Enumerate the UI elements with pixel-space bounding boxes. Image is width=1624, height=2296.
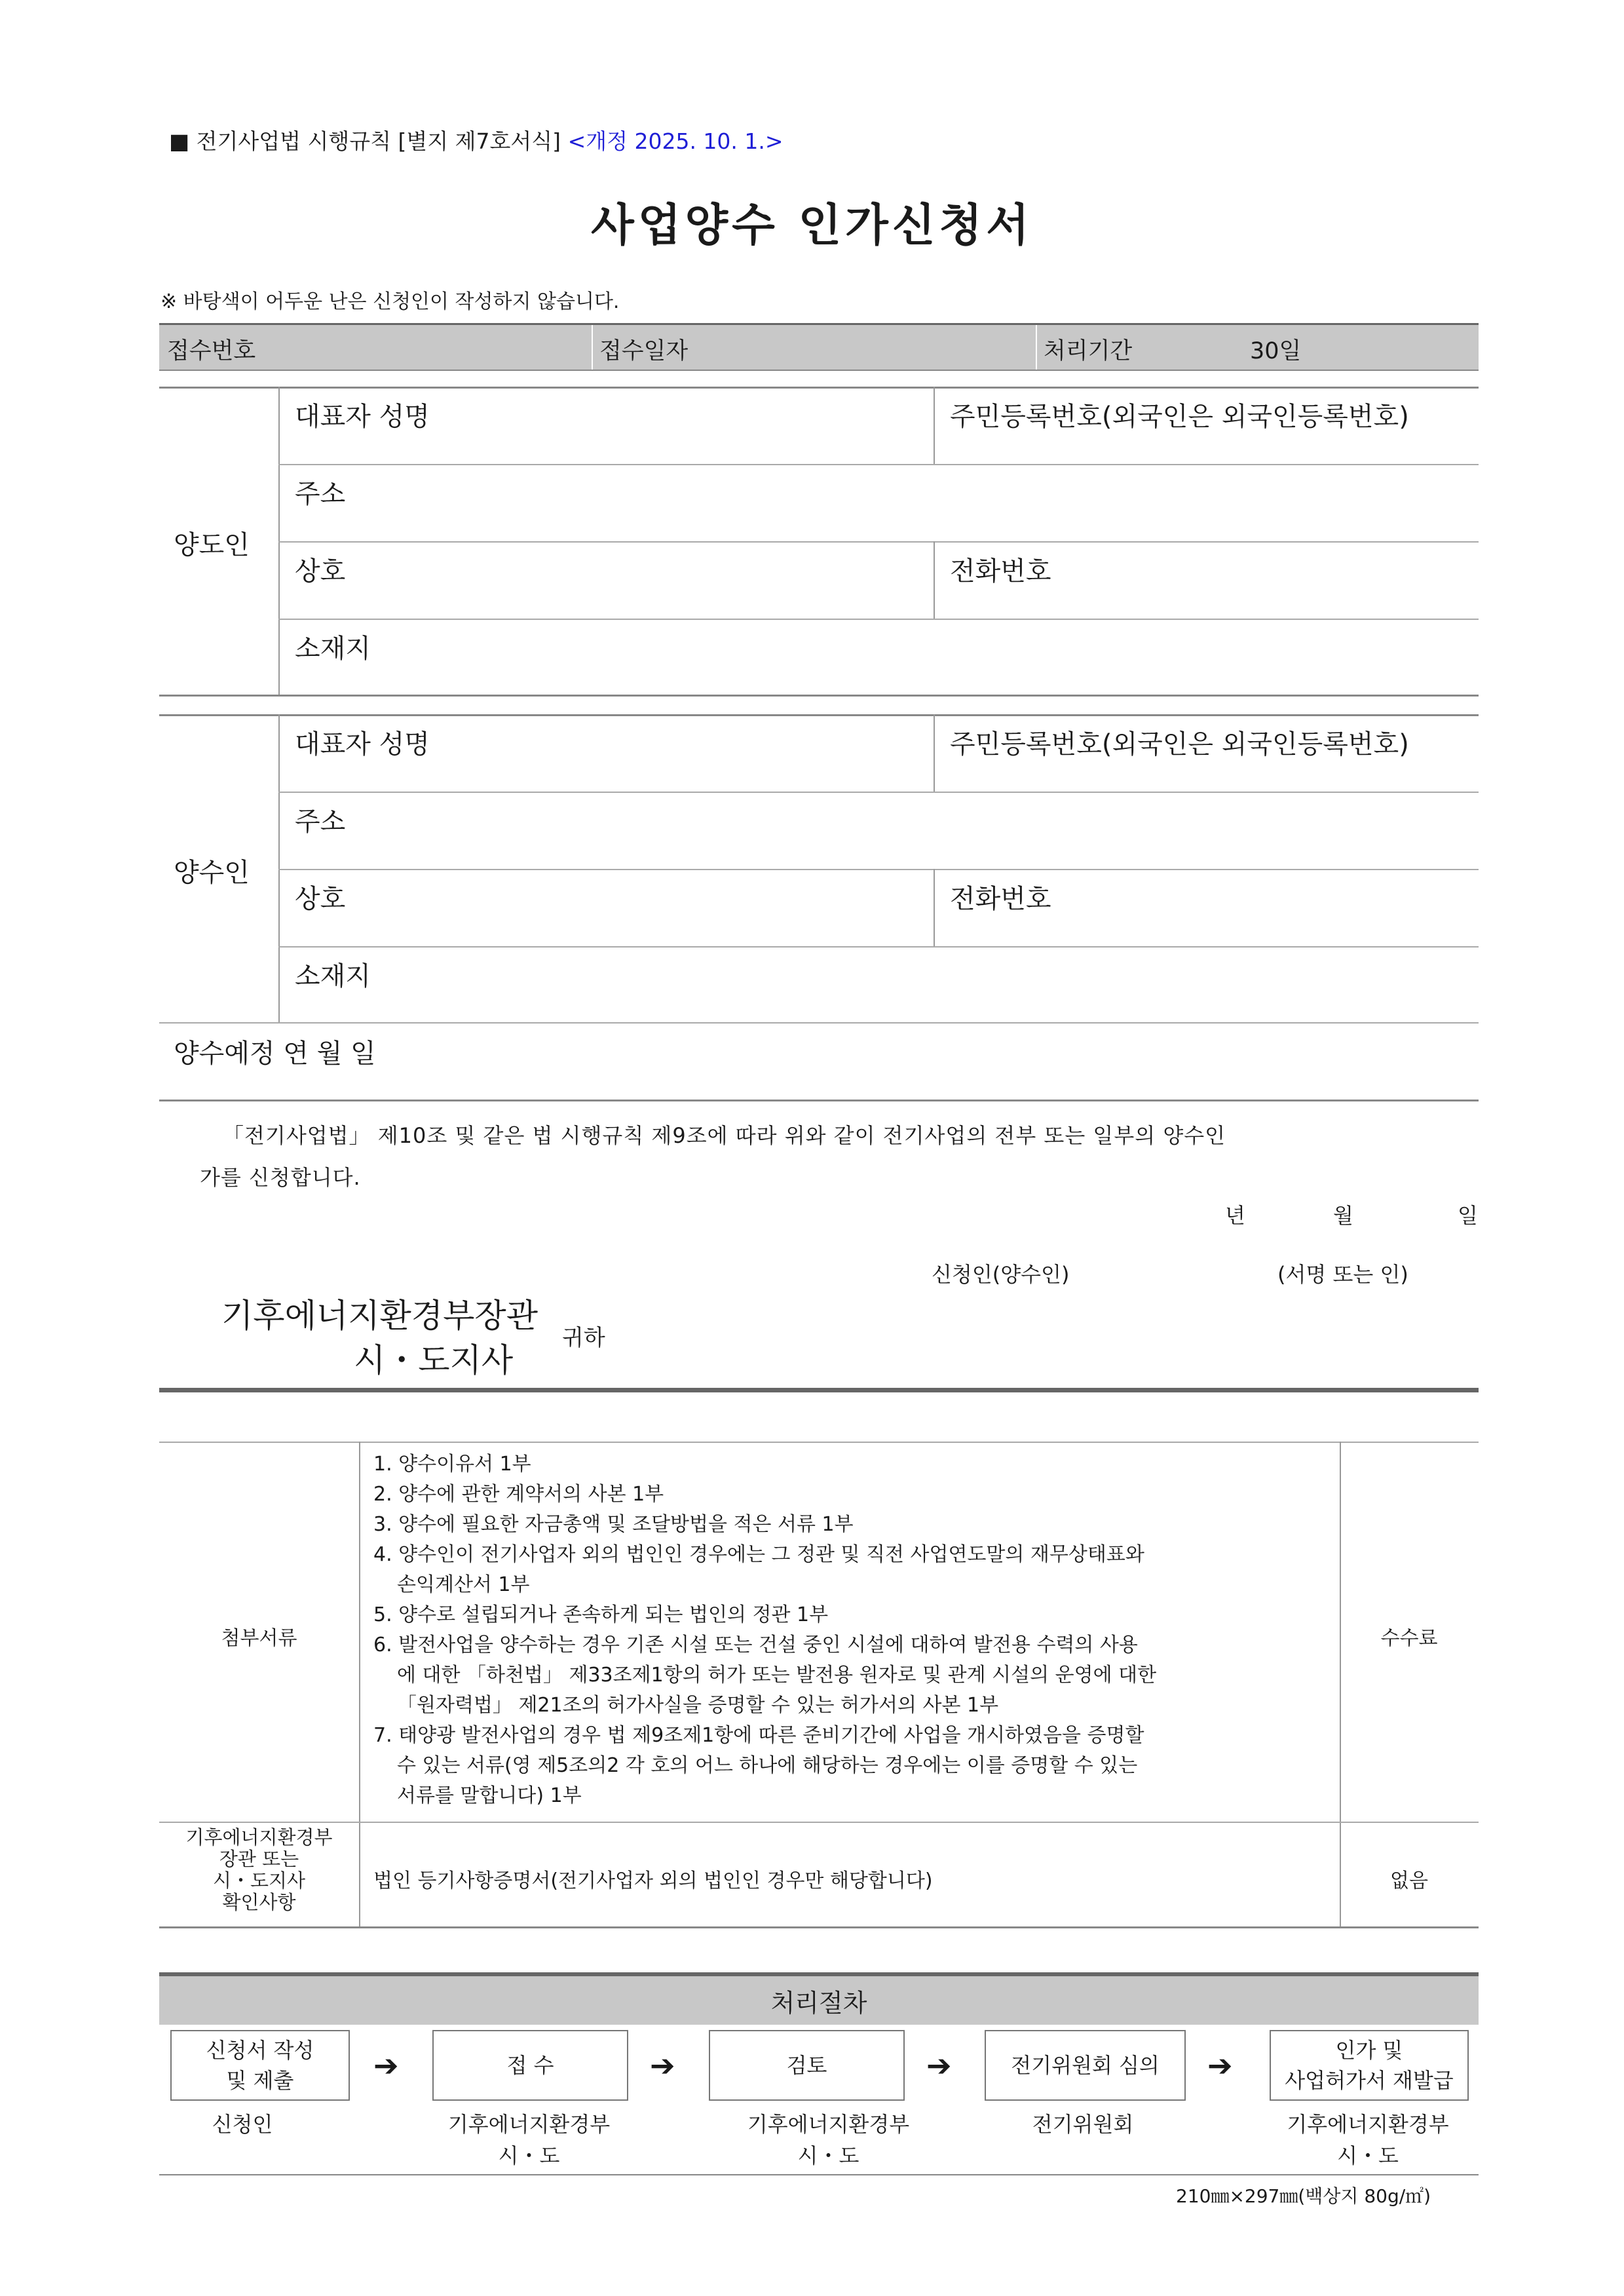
verification-label: 기후에너지환경부 장관 또는 시・도지사 확인사항: [185, 1826, 333, 1913]
arrow-right-icon: ➔: [373, 2048, 399, 2083]
attachment-item-continued: 서류를 말합니다) 1부: [397, 1784, 582, 1807]
transferee-resident-number-field[interactable]: 주민등록번호(외국인은 외국인등록번호): [950, 729, 1409, 759]
date-day-label: 일: [1458, 1203, 1478, 1228]
arrow-right-icon: ➔: [1207, 2048, 1233, 2083]
receipt-bar: [159, 323, 1479, 371]
date-month-label: 월: [1333, 1203, 1353, 1228]
transferor-location-field[interactable]: 소재지: [295, 634, 371, 664]
attachment-item: 4. 양수인이 전기사업자 외의 법인인 경우에는 그 정관 및 직전 사업연도말의 재무상태표와: [373, 1543, 1144, 1566]
transferee-location-field[interactable]: 소재지: [295, 961, 371, 991]
receipt-date-label: 접수일자: [599, 338, 689, 364]
transferee-label: 양수인: [174, 858, 250, 888]
attachment-item: 7. 태양광 발전사업의 경우 법 제9조제1항에 따른 준비기간에 사업을 개시하였음을 증명할: [373, 1724, 1144, 1747]
transferor-resident-number-field[interactable]: 주민등록번호(외국인은 외국인등록번호): [950, 402, 1409, 432]
attachment-item: 1. 양수이유서 1부: [373, 1453, 531, 1476]
date-year-label: 년: [1225, 1203, 1245, 1228]
actor-applicant: 신청인: [212, 2112, 273, 2137]
planned-transfer-date-field[interactable]: 양수예정 연 월 일: [174, 1039, 376, 1069]
transferor-phone-field[interactable]: 전화번호: [950, 556, 1051, 586]
revision-date: <개정 2025. 10. 1.>: [567, 128, 784, 154]
actor-approval: 기후에너지환경부 시・도: [1287, 2112, 1449, 2168]
verification-content: 법인 등기사항증명서(전기사업자 외의 법인인 경우만 해당합니다): [373, 1869, 933, 1892]
page-title: 사업양수 인가신청서: [591, 200, 1033, 252]
procedure-header: [159, 1972, 1479, 2025]
attachment-item: 6. 발전사업을 양수하는 경우 기존 시설 또는 건설 중인 시설에 대하여 발전용 수력의 사용: [373, 1634, 1138, 1656]
actor-receipt: 기후에너지환경부 시・도: [447, 2112, 611, 2168]
attachments-label: 첨부서류: [221, 1627, 297, 1650]
attachments-list: [373, 1449, 1327, 1811]
attachment-item: 5. 양수로 설립되거나 존속하게 되는 법인의 정관 1부: [373, 1603, 829, 1626]
transferee-phone-field[interactable]: 전화번호: [950, 884, 1051, 914]
attachment-item-continued: 손익계산서 1부: [397, 1573, 530, 1596]
processing-period-label: 처리기간: [1044, 338, 1133, 364]
step-committee-review: 전기위원회 심의: [985, 2030, 1186, 2101]
arrow-right-icon: ➔: [926, 2048, 952, 2083]
form-ref-text: ■ 전기사업법 시행규칙 [별지 제7호서식]: [169, 128, 561, 154]
fee-label: 수수료: [1380, 1627, 1438, 1650]
addressee-minister: 기후에너지환경부장관: [221, 1297, 538, 1335]
procedure-title: 처리절차: [770, 1989, 867, 2018]
transferor-address-field[interactable]: 주소: [295, 479, 346, 509]
honorific-label: 귀하: [562, 1325, 605, 1351]
step-approval-reissue: 인가 및 사업허가서 재발급: [1270, 2030, 1469, 2101]
attachment-item-continued: 「원자력법」 제21조의 허가사실을 증명할 수 있는 허가서의 사본 1부: [397, 1694, 999, 1717]
applicant-label: 신청인(양수인): [932, 1262, 1070, 1287]
arrow-right-icon: ➔: [650, 2048, 675, 2083]
paper-size-note: 210㎜×297㎜(백상지 80g/㎡): [1176, 2185, 1431, 2207]
transferor-label: 양도인: [174, 530, 250, 560]
addressee-governor: 시・도지사: [354, 1341, 514, 1379]
receipt-number-label: 접수번호: [167, 338, 256, 364]
actor-review: 기후에너지환경부 시・도: [747, 2112, 910, 2168]
statement-line-2: 가를 신청합니다.: [200, 1165, 361, 1190]
attachment-item: 3. 양수에 필요한 자금총액 및 조달방법을 적은 서류 1부: [373, 1513, 854, 1536]
actor-committee: 전기위원회: [1032, 2112, 1134, 2137]
attachment-item: 2. 양수에 관한 계약서의 사본 1부: [373, 1483, 664, 1506]
attachment-item-continued: 에 대한 「하천법」 제33조제1항의 허가 또는 발전용 원자로 및 관계 시설의 운영에 대한: [397, 1664, 1157, 1687]
transferor-trade-name-field[interactable]: 상호: [295, 556, 346, 586]
form-reference: [169, 124, 784, 155]
transferee-rep-name-field[interactable]: 대표자 성명: [295, 729, 430, 759]
attachment-item-continued: 수 있는 서류(영 제5조의2 각 호의 어느 하나에 해당하는 경우에는 이를 증명할 수 있는: [397, 1754, 1138, 1777]
statement-line-1: 「전기사업법」 제10조 및 같은 법 시행규칙 제9조에 따라 위와 같이 전기사업의 전부 또는 일부의 양수인: [223, 1123, 1226, 1148]
transferor-rep-name-field[interactable]: 대표자 성명: [295, 402, 430, 432]
step-review: 검토: [709, 2030, 905, 2101]
shaded-field-note: ※ 바탕색이 어두운 난은 신청인이 작성하지 않습니다.: [161, 290, 620, 313]
transferee-address-field[interactable]: 주소: [295, 807, 346, 837]
step-receipt: 접 수: [432, 2030, 628, 2101]
signature-field[interactable]: (서명 또는 인): [1277, 1262, 1408, 1287]
step-submit-application: 신청서 작성 및 제출: [170, 2030, 350, 2101]
verification-fee: 없음: [1390, 1869, 1428, 1892]
processing-period-value: 30일: [1250, 338, 1302, 364]
transferee-trade-name-field[interactable]: 상호: [295, 884, 346, 914]
